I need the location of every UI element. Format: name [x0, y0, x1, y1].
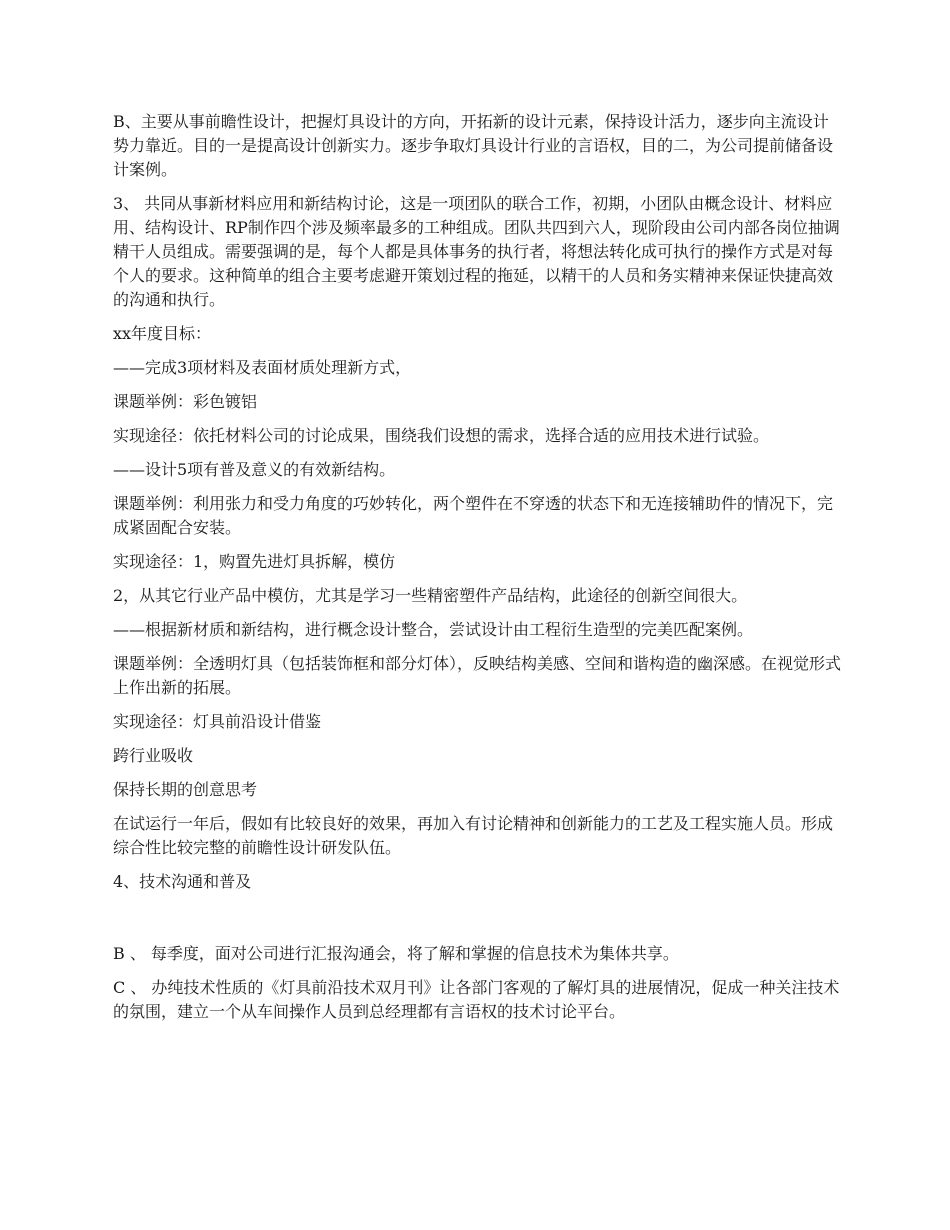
- paragraph-c-bimonthly-journal: C 、 办纯技术性质的《灯具前沿技术双月刊》让各部门客观的了解灯具的进展情况，促成一种关注技术的氛围，建立一个从车间操作人员到总经理都有言语权的技术讨论平台。: [113, 978, 840, 1021]
- paragraph-approach-structures-1: 实现途径：1，购置先进灯具拆解，模仿: [113, 552, 396, 571]
- paragraph-example-aluminum: 课题举例：彩色镀铝: [113, 392, 258, 411]
- paragraph-approach-concept-1: 实现途径：灯具前沿设计借鉴: [113, 712, 322, 731]
- paragraph-approach-structures-2: 2，从其它行业产品中模仿，尤其是学习一些精密塑件产品结构，此途径的创新空间很大。: [113, 586, 748, 605]
- paragraph-b-forward-design: B、主要从事前瞻性设计，把握灯具设计的方向，开拓新的设计元素，保持设计活力，逐步向主流设计势力靠近。目的一是提高设计创新实力。逐步争取灯具设计行业的言语权，目的二，为公司提前储备设计案例。: [113, 112, 834, 179]
- paragraph-example-transparent: 课题举例：全透明灯具（包括装饰框和部分灯体），反映结构美感、空间和谐构造的幽深感。在视觉形式上作出新的拓展。: [113, 654, 842, 697]
- document-body: [113, 110, 843, 1034]
- paragraph-approach-concept-3: 保持长期的创意思考: [113, 780, 258, 799]
- paragraph-4-tech-communication: 4、技术沟通和普及: [113, 872, 252, 891]
- blank-spacer: [113, 904, 843, 942]
- paragraph-goal-structures: ——设计5项有普及意义的有效新结构。: [113, 460, 396, 479]
- paragraph-approach-materials: 实现途径：依托材料公司的讨论成果，围绕我们设想的需求，选择合适的应用技术进行试验。: [113, 426, 770, 445]
- paragraph-3-new-materials: 3、 共同从事新材料应用和新结构讨论，这是一项团队的联合工作，初期，小团队由概念设计、材料应用、结构设计、RP制作四个涉及频率最多的工种组成。团队共四到六人，现阶段由公司内部各岗位抽调精干人员组成。需要强调的是，每个人都是具体事务的执行者，将想法转化成可执行的操作方式是对每个人的要求。这种简单的组合主要考虑避开策划过程的拖延，以精干的人员和务实精神来保证快捷高效的沟通和执行。: [113, 194, 840, 309]
- paragraph-annual-goals-heading: xx年度目标：: [113, 324, 212, 343]
- paragraph-b-quarterly-report: B 、 每季度，面对公司进行汇报沟通会，将了解和掌握的信息技术为集体共享。: [113, 944, 679, 963]
- paragraph-goal-concept: ——根据新材质和新结构，进行概念设计整合，尝试设计由工程衍生造型的完美匹配案例。: [113, 620, 754, 639]
- paragraph-approach-concept-2: 跨行业吸收: [113, 746, 194, 765]
- paragraph-goal-materials: ——完成3项材料及表面材质处理新方式，: [113, 358, 412, 377]
- paragraph-trial-run: 在试运行一年后，假如有比较良好的效果，再加入有讨论精神和创新能力的工艺及工程实施人员。形成综合性比较完整的前瞻性设计研发队伍。: [113, 814, 834, 857]
- paragraph-example-structures: 课题举例：利用张力和受力角度的巧妙转化，两个塑件在不穿透的状态下和无连接辅助件的情况下，完成紧固配合安装。: [113, 494, 834, 537]
